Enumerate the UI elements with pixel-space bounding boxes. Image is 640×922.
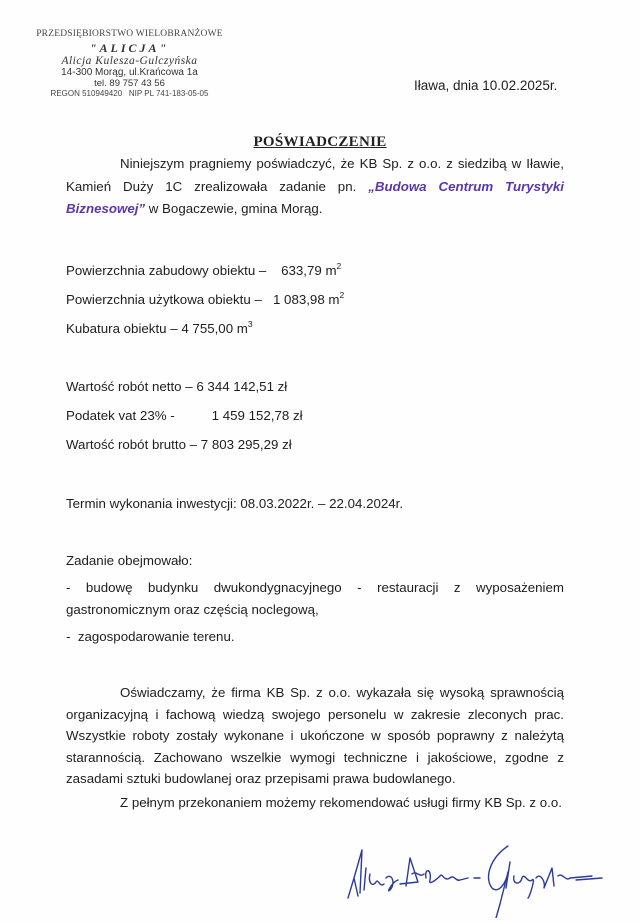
- scope-item-1: - budowę budynku dwukondygnacyjnego - restauracji z wyposażeniem gastronomicznym oraz częścią noclegową,: [66, 580, 564, 617]
- volume-row: [66, 321, 253, 336]
- term-line: Termin wykonania inwestycji: 08.03.2022r. – 22.04.2024r.: [66, 496, 404, 511]
- project-name: „Budowa Centrum Turystyki Biznesowej”: [66, 178, 564, 216]
- scope-item-2: - zagospodarowanie terenu.: [66, 629, 235, 644]
- usable-area-label: Powierzchnia użytkowa obiektu –: [66, 292, 273, 307]
- footprint-label: Powierzchnia zabudowy obiektu –: [66, 263, 282, 278]
- footprint-sup: 2: [336, 261, 342, 271]
- vat-label: Podatek vat 23% -: [66, 408, 212, 423]
- document-title: POŚWIADCZENIE: [253, 134, 387, 150]
- footprint-row: [66, 263, 341, 278]
- gross-label: Wartość robót brutto –: [66, 437, 201, 452]
- stamp-company-name: "ALICJA": [89, 40, 170, 55]
- company-stamp: [22, 30, 237, 98]
- stamp-address: 14-300 Morąg, ul.Krańcowa 1a: [61, 67, 198, 78]
- date-line: Iława, dnia 10.02.2025r.: [414, 78, 558, 93]
- footprint-value: 633,79 m: [281, 263, 337, 278]
- stamp-owner: Alicja Kulesza-Gulczyńska: [61, 54, 198, 67]
- statement-paragraph: Oświadczamy, że firma KB Sp. z o.o. wykazała się wysoką sprawnością organizacyjną i fachową wiedzą swojego personelu w zakresie zleconych prac. Wszystkie roboty zostały wykonane i ukończone w sposób poprawny z należytą starannością. Zachowano wszelkie wymogi techniczne i jakościowe, zgodne z zasadami sztuki budowlanej oraz przepisami prawa budowlanego.: [66, 685, 564, 787]
- stamp-phone: tel. 89 757 43 56: [94, 78, 165, 89]
- usable-area-value: 1 083,98 m: [272, 292, 340, 307]
- stamp-regon-nip: REGON 510949420 NIP PL 741-183-05-05: [50, 88, 209, 98]
- volume-value: 4 755,00 m: [181, 321, 248, 336]
- usable-area-sup: 2: [339, 290, 345, 300]
- recommendation-line: Z pełnym przekonaniem możemy rekomendować usługi firmy KB Sp. z o.o.: [120, 795, 562, 810]
- handwritten-signature: [340, 838, 630, 918]
- intro-paragraph: [66, 153, 564, 221]
- usable-area-row: [66, 292, 344, 307]
- volume-sup: 3: [247, 319, 253, 329]
- net-value: 6 344 142,51 zł: [196, 379, 288, 394]
- volume-label: Kubatura obiektu –: [66, 321, 182, 336]
- scope-heading: Zadanie obejmowało:: [66, 553, 193, 568]
- gross-value-row: [66, 437, 292, 452]
- gross-value: 7 803 295,29 zł: [200, 437, 292, 452]
- intro-text-1: Niniejszym pragniemy poświadczyć, że KB Sp. z o.o. z siedzibą w Iławie, Kamień Duży 1C zrealizowała zadanie pn.: [66, 156, 564, 194]
- vat-value: 1 459 152,78 zł: [211, 408, 303, 423]
- intro-text-2: w Bogaczewie, gmina Morąg.: [145, 201, 323, 216]
- net-label: Wartość robót netto –: [66, 379, 197, 394]
- vat-row: [66, 408, 303, 423]
- stamp-company-type: PRZEDSIĘBIORSTWO WIELOBRANŻOWE: [36, 29, 223, 39]
- net-value-row: [66, 379, 287, 394]
